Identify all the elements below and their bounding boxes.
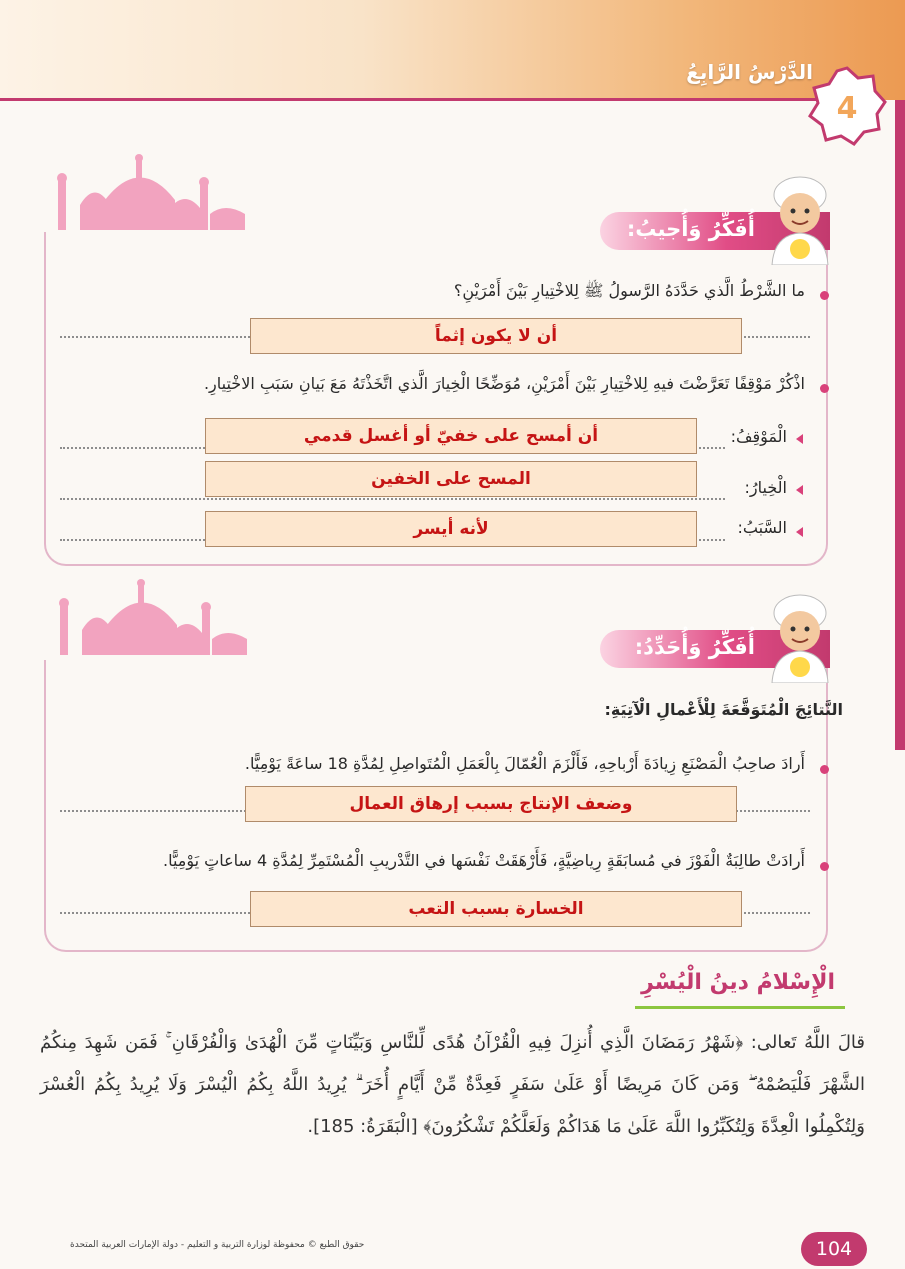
arrow-icon	[796, 434, 803, 444]
header-band	[0, 0, 905, 100]
bullet	[820, 384, 829, 393]
header-divider	[0, 98, 830, 101]
section2-question2: أَرادَتْ طالِبَةٌ الْفَوْزَ في مُسابَقَةٍ رِياضِيَّةٍ، فَأَرْهَقَتْ نَفْسَها في التَّدْريبِ الْمُسْتَمِرِّ لِمُدَّةِ 4 ساعاتٍ يَوْمِيًّا.	[162, 851, 805, 870]
student-lightbulb-icon	[760, 583, 840, 683]
title-underline	[635, 1006, 845, 1009]
student-lightbulb-icon	[760, 165, 840, 265]
section1-question1: ما الشَّرْطُ الَّذي حَدَّدَهُ الرَّسولُ ﷺ لِلاخْتِيارِ بَيْنَ أَمْرَيْنِ؟	[453, 281, 805, 300]
mosque-icon	[50, 150, 250, 230]
answer-field-situation[interactable]: أن أمسح على خفيّ أو أغسل قدمي	[205, 418, 697, 454]
answer-field-q1[interactable]: أن لا يكون إثماً	[250, 318, 742, 354]
bullet	[820, 765, 829, 774]
page-edge-bar	[895, 100, 905, 750]
section1-title: أُفَكِّرُ وَأُجيبُ:	[626, 217, 755, 241]
islam-ease-title: الْإِسْلامُ دينُ الْيُسْرِ	[641, 970, 835, 995]
answer-field-s2-q2[interactable]: الخسارة بسبب التعب	[250, 891, 742, 927]
section2-question1: أَرادَ صاحِبُ الْمَصْنَعِ زِيادَةَ أَرْباحِهِ، فَأَلْزَمَ الْعُمّالَ بِالْعَمَلِ الْمُتَواصِلِ لِمُدَّةِ 18 ساعَةً يَوْمِيًّا.	[244, 754, 805, 773]
section2-title: أُفَكِّرُ وَأُحَدِّدُ:	[634, 635, 755, 659]
lesson-number-badge	[807, 66, 887, 146]
lesson-title: الدَّرْسُ الرَّابِعُ	[686, 60, 813, 84]
lesson-number: 4	[836, 91, 858, 126]
quran-verse: قالَ اللَّهُ تَعالى: ﴿شَهْرُ رَمَضَانَ الَّذِي أُنزِلَ فِيهِ الْقُرْآنُ هُدًى لِّلنَّاسِ وَبَيِّنَاتٍ مِّنَ الْهُدَىٰ وَالْفُرْقَانِ ۚ فَمَن شَهِدَ مِنكُمُ الشَّهْرَ فَلْيَصُمْهُ ۖ وَمَن كَانَ مَرِيضًا أَوْ عَلَىٰ سَفَرٍ فَعِدَّةٌ مِّنْ أَيَّامٍ أُخَرَ ۗ يُرِيدُ اللَّهُ بِكُمُ الْيُسْرَ وَلَا يُرِيدُ بِكُمُ الْعُسْرَ وَلِتُكْمِلُوا الْعِدَّةَ وَلِتُكَبِّرُوا اللَّهَ عَلَىٰ مَا هَدَاكُمْ وَلَعَلَّكُمْ تَشْكُرُونَ﴾ [الْبَقَرَةُ: 185].	[40, 1032, 865, 1137]
section1-question2: اذْكُرْ مَوْقِفًا تَعَرَّضْتَ فيهِ لِلاخْتِيارِ بَيْنَ أَمْرَيْنِ، مُوَضِّحًا الْخِيارَ الَّذي اتَّخَذْتَهُ مَعَ بَيانِ سَبَبِ الاخْتِيارِ.	[203, 374, 805, 393]
section2-intro: النَّتائِجَ الْمُتَوَقَّعَةَ لِلْأَعْمالِ الْآتِيَةِ:	[604, 700, 843, 719]
bullet	[820, 291, 829, 300]
answer-field-reason[interactable]: لأنه أيسر	[205, 511, 697, 547]
answer-field-choice[interactable]: المسح على الخفين	[205, 461, 697, 497]
choice-label: الْخِيارُ:	[744, 478, 787, 497]
situation-label: الْمَوْقِفُ:	[730, 427, 787, 446]
bullet	[820, 862, 829, 871]
arrow-icon	[796, 527, 803, 537]
copyright-notice: حقوق الطبع © محفوظة لوزارة التربية و التعليم - دولة الإمارات العربية المتحدة	[70, 1240, 365, 1250]
page-number: 104	[801, 1232, 867, 1266]
reason-label: السَّبَبُ:	[737, 518, 787, 537]
answer-field-s2-q1[interactable]: وضعف الإنتاج بسبب إرهاق العمال	[245, 786, 737, 822]
mosque-icon	[52, 575, 252, 655]
arrow-icon	[796, 485, 803, 495]
